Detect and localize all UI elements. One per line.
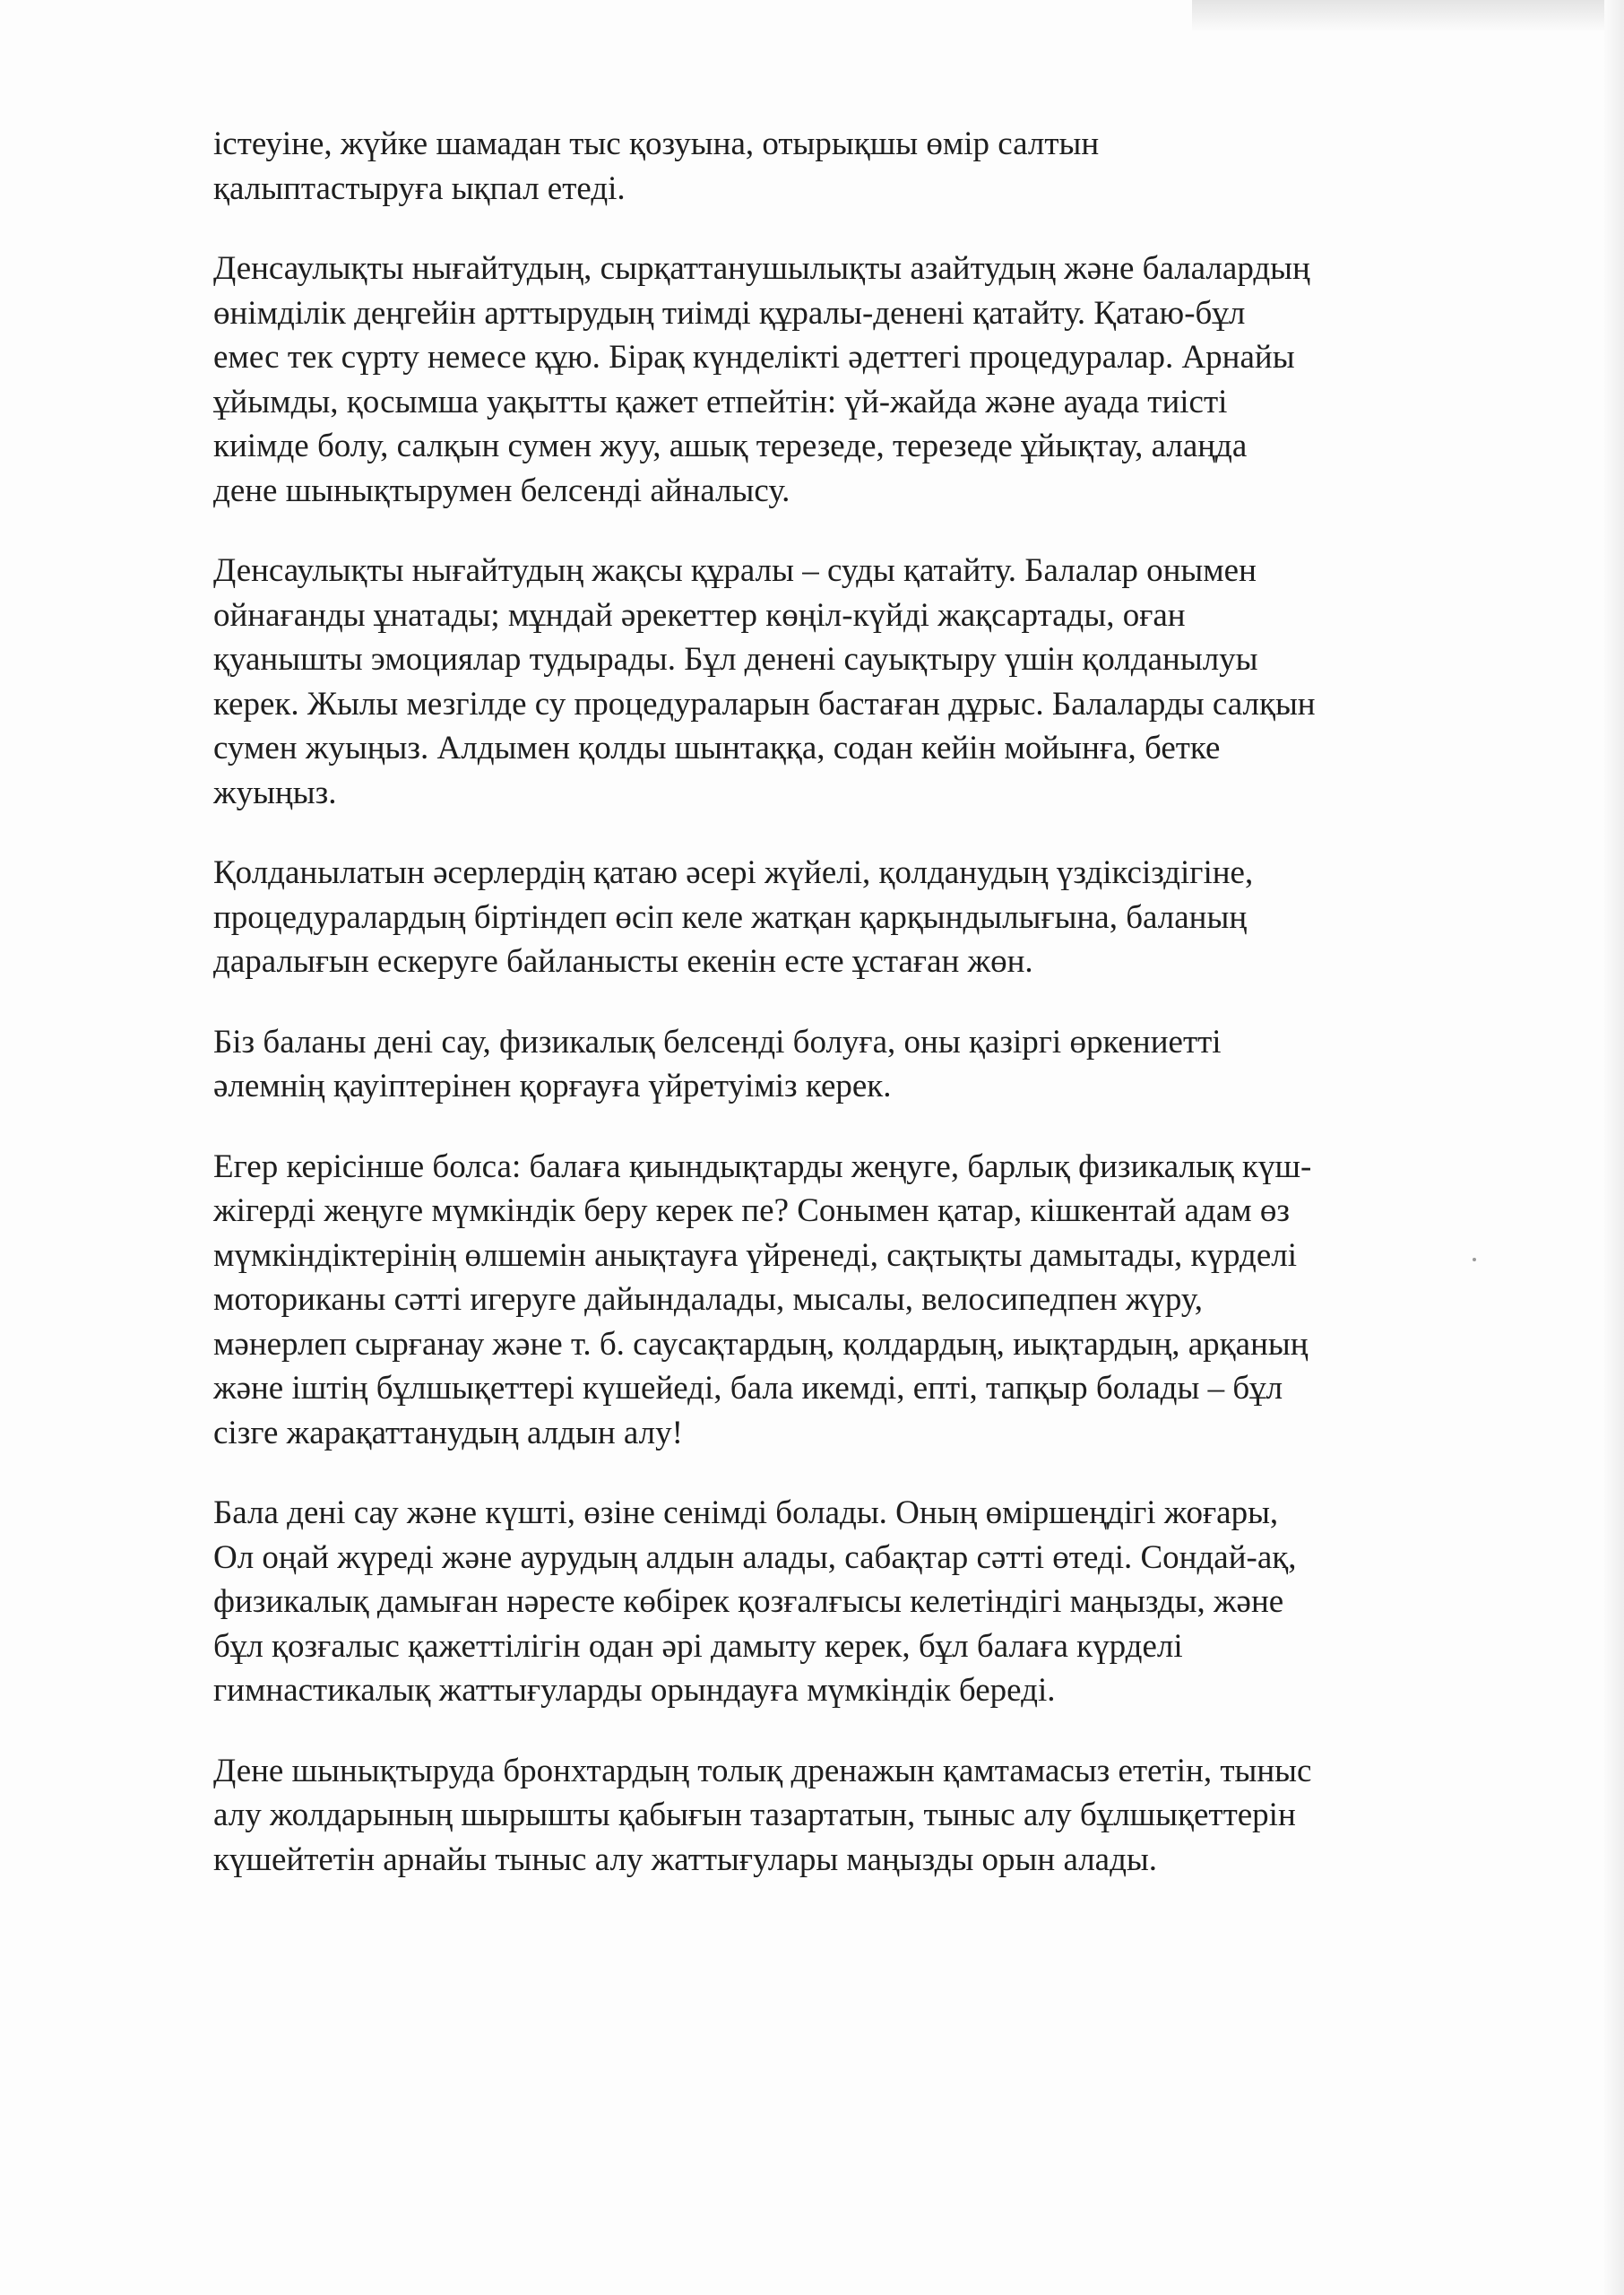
text-line: процедуралардың біртіндеп өсіп келе жатқан қарқындылығына, баланың [213, 898, 1248, 936]
paragraph [213, 1491, 1486, 1713]
paragraph [213, 1749, 1486, 1883]
text-line: қалыптастыруға ықпал етеді. [213, 169, 626, 207]
text-line: физикалық дамыған нәресте көбірек қозғалғысы келетіндігі маңызды, және [213, 1583, 1284, 1620]
text-line: сізге жарақаттанудың алдын алу! [213, 1414, 683, 1451]
text-line: әлемнің қауіптерінен қорғауға үйретуіміз керек. [213, 1068, 892, 1104]
text-line: Денсаулықты нығайтудың, сырқаттанушылықты азайтудың және балалардың [213, 250, 1310, 287]
text-line: мәнерлеп сырғанау және т. б. саусақтардың, қолдардың, иықтардың, арқаның [213, 1325, 1309, 1363]
text-line: Бала дені сау және күшті, өзіне сенімді болады. Оның өміршеңдігі жоғары, [213, 1494, 1279, 1531]
text-line: жуыңыз. [213, 774, 337, 811]
text-line: жігерді жеңуге мүмкіндік беру керек пе? Сонымен қатар, кішкентай адам өз [213, 1192, 1291, 1229]
paragraph [213, 549, 1486, 815]
text-line: мүмкіндіктерінің өлшемін анықтауға үйренеді, сақтықты дамытады, күрделі [213, 1236, 1298, 1274]
text-line: Ол оңай жүреді және аурудың алдын алады, сабақтар сәтті өтеді. Сондай-ақ, [213, 1538, 1297, 1576]
scan-shadow-right [1604, 0, 1624, 2295]
text-line: бұл қозғалыс қажеттілігін одан әрі дамыту керек, бұл балаға күрделі [213, 1627, 1183, 1665]
text-line: Егер керісінше болса: балаға қиындықтарды жеңуге, барлық физикалық күш- [213, 1148, 1312, 1185]
paragraph [213, 1020, 1486, 1109]
text-line: керек. Жылы мезгілде су процедураларын бастаған дұрыс. Балаларды салқын [213, 685, 1316, 723]
text-line: моториканы сәтті игеруге дайындалады, мысалы, велосипедпен жүру, [213, 1281, 1203, 1318]
text-line: қуанышты эмоциялар тудырады. Бұл денені сауықтыру үшін қолданылуы [213, 641, 1258, 678]
paragraph [213, 1145, 1486, 1456]
text-line: сумен жуыңыз. Алдымен қолды шынтаққа, содан кейін мойынға, бетке [213, 730, 1221, 766]
text-line: және іштің бұлшықеттері күшейеді, бала икемді, епті, тапқыр болады – бұл [213, 1370, 1283, 1407]
text-line: ойнағанды ұнатады; мұндай әрекеттер көңіл-күйді жақсартады, оған [213, 596, 1186, 634]
text-line: киімде болу, салқын сумен жуу, ашық терезеде, терезеде ұйықтау, алаңда [213, 428, 1248, 464]
paragraph [213, 122, 1486, 211]
text-line: Қолданылатын әсерлердің қатаю әсері жүйелі, қолданудың үздіксіздігіне, [213, 854, 1254, 891]
text-line: емес тек сүрту немесе құю. Бірақ күнделікті әдеттегі процедуралар. Арнайы [213, 339, 1295, 376]
text-line: даралығын ескеруге байланысты екенін есте ұстаған жөн. [213, 943, 1033, 980]
text-line: Біз баланы дені сау, физикалық белсенді болуға, оны қазіргі өркениетті [213, 1023, 1222, 1061]
paragraph [213, 247, 1486, 513]
text-line: істеуіне, жүйке шамадан тыс қозуына, отырықшы өмір салтын [213, 126, 1100, 162]
paragraph [213, 851, 1486, 984]
text-line: өнімділік деңгейін арттырудың тиімді құралы-денені қатайту. Қатаю-бұл [213, 294, 1246, 332]
text-line: ұйымды, қосымша уақытты қажет етпейтін: үй-жайда және ауада тиісті [213, 383, 1228, 420]
text-line: дене шынықтырумен белсенді айналысу. [213, 472, 790, 509]
text-line: Дене шынықтыруда бронхтардың толық дренажын қамтамасыз ететін, тыныс [213, 1752, 1312, 1789]
text-line: алу жолдарының шырышты қабығын тазартатын, тыныс алу бұлшықеттерін [213, 1797, 1296, 1833]
text-line: Денсаулықты нығайтудың жақсы құралы – суды қатайту. Балалар онымен [213, 552, 1257, 589]
text-line: гимнастикалық жаттығуларды орындауға мүмкіндік береді. [213, 1672, 1056, 1709]
scan-shadow-top [1192, 0, 1624, 30]
text-line: күшейтетін арнайы тыныс алу жаттығулары маңызды орын алады. [213, 1840, 1158, 1878]
document-body [213, 122, 1486, 1918]
